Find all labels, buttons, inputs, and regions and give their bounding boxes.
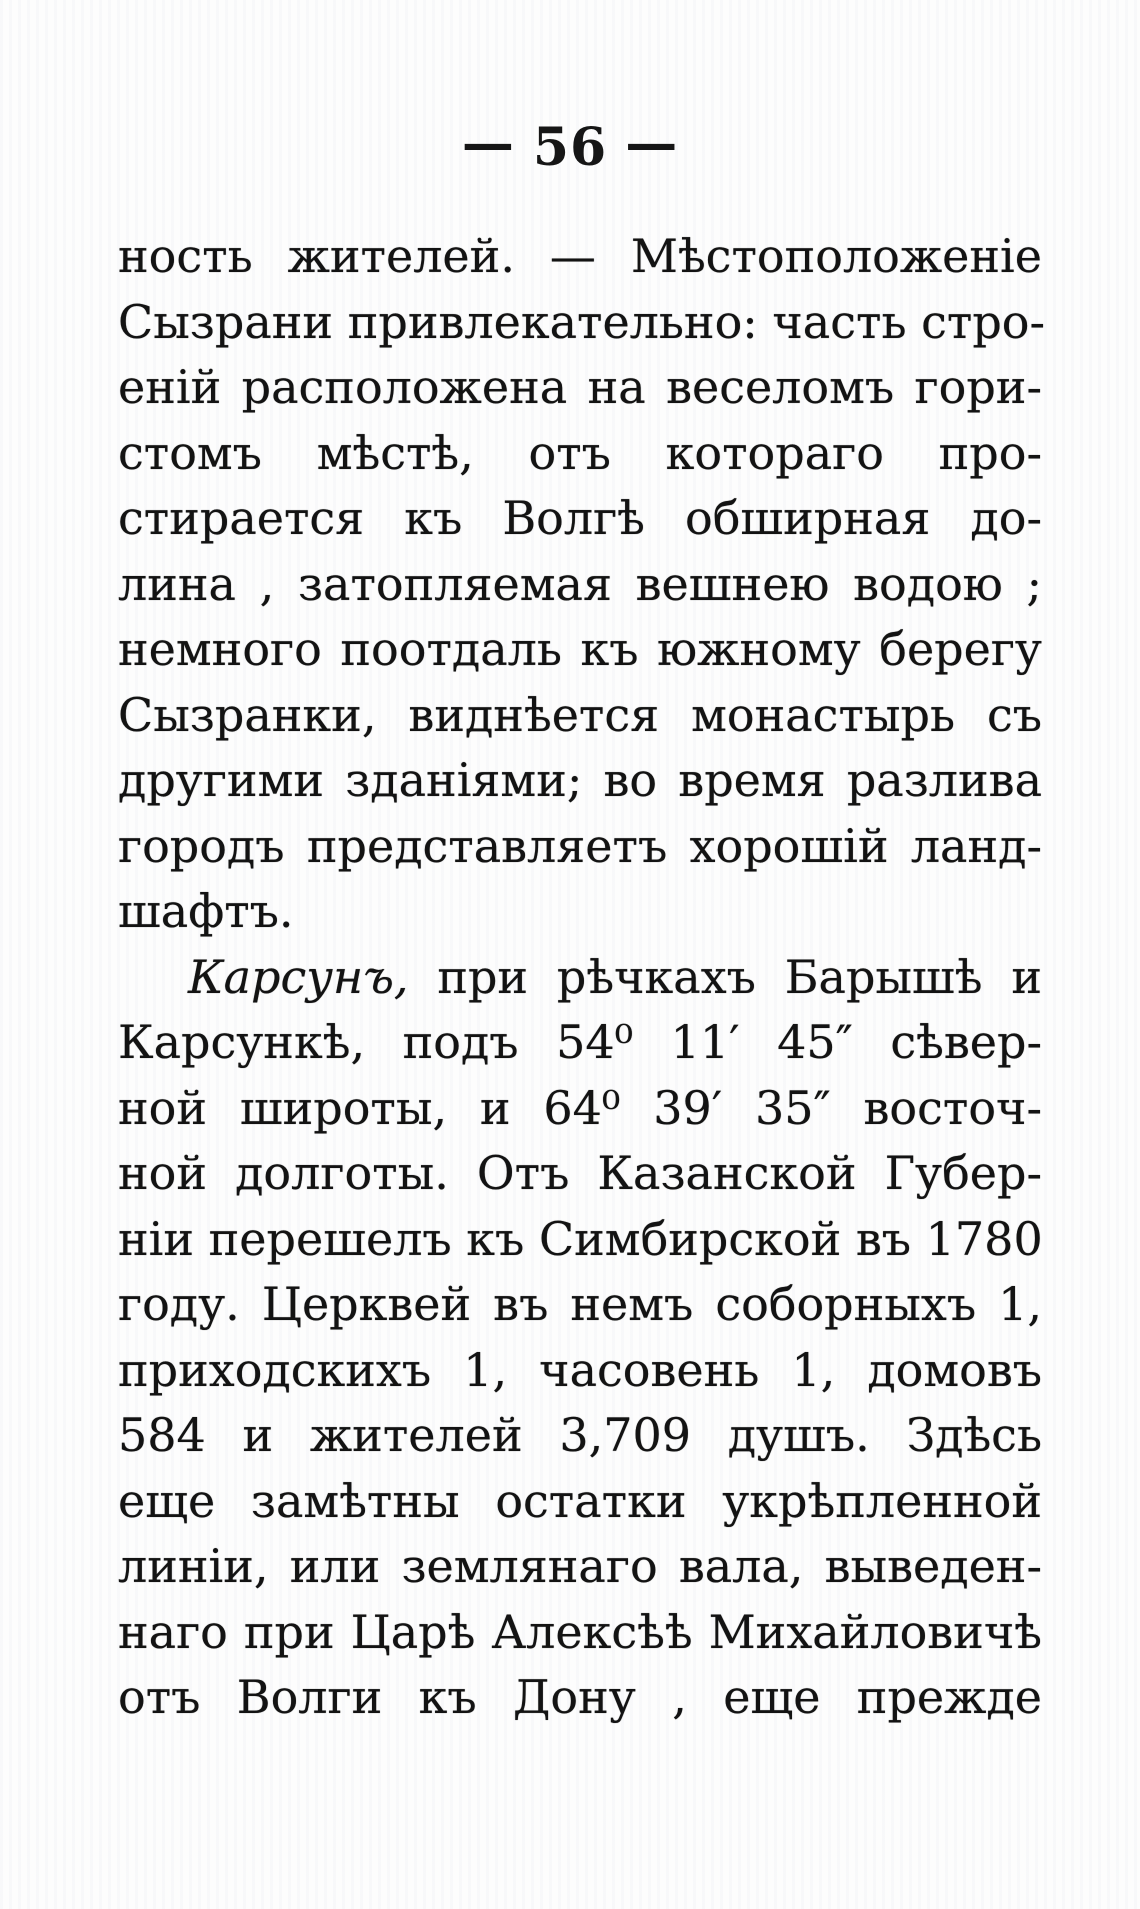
- text-line: [118, 945, 1042, 1011]
- text-line: Карсункѣ, подъ 54⁰ 11′ 45″ сѣвер-: [118, 1015, 1042, 1069]
- text-line: ной долготы. Отъ Казанской Губер-: [118, 1146, 1042, 1200]
- text-line: ность жителей. — Мѣстоположеніе: [118, 229, 1042, 283]
- text-line: отъ Волги къ Дону , еще прежде: [118, 1670, 1042, 1724]
- text-line: городъ представляетъ хорошій ланд-: [118, 818, 1042, 873]
- text-line: Сызрани привлекательно: часть стро-: [118, 294, 1046, 349]
- text-line: приходскихъ 1, часовень 1, домовъ: [118, 1342, 1042, 1397]
- page-header: [0, 113, 1140, 178]
- text-line: Сызранки, виднѣется монастырь съ: [118, 687, 1042, 742]
- text-line: стомъ мѣстѣ, отъ котораго про-: [118, 425, 1042, 480]
- text-line-rest: при рѣчкахъ Барышѣ и: [408, 949, 1042, 1004]
- text-line: еще замѣтны остатки укрѣпленной: [118, 1473, 1042, 1528]
- header-right-dash: —: [625, 113, 679, 174]
- text-line: ной широты, и 64⁰ 39′ 35″ восточ-: [118, 1080, 1042, 1135]
- header-left-dash: —: [461, 113, 515, 174]
- text-line: ніи перешелъ къ Симбирской въ 1780: [118, 1211, 1043, 1266]
- text-line: году. Церквей въ немъ соборныхъ 1,: [118, 1277, 1042, 1331]
- text-line: стирается къ Волгѣ обширная до-: [118, 491, 1042, 545]
- page-number: 56: [532, 117, 608, 178]
- text-line: немного поотдаль къ южному берегу: [118, 622, 1042, 676]
- place-name-italic: Карсунъ,: [188, 949, 409, 1004]
- text-line: наго при Царѣ Алексѣѣ Михайловичѣ: [118, 1604, 1042, 1659]
- text-line: лина , затопляемая вешнею водою ;: [118, 556, 1042, 611]
- text-line: еній расположена на веселомъ гори-: [118, 360, 1042, 414]
- text-line: 584 и жителей 3,709 душъ. Здѣсь: [118, 1408, 1042, 1462]
- text-line: линіи, или землянаго вала, выведен-: [118, 1539, 1042, 1593]
- text-line: шафтъ.: [118, 884, 294, 938]
- page-text: [118, 224, 1046, 1731]
- text-line: другими зданіями; во время разлива: [118, 753, 1042, 807]
